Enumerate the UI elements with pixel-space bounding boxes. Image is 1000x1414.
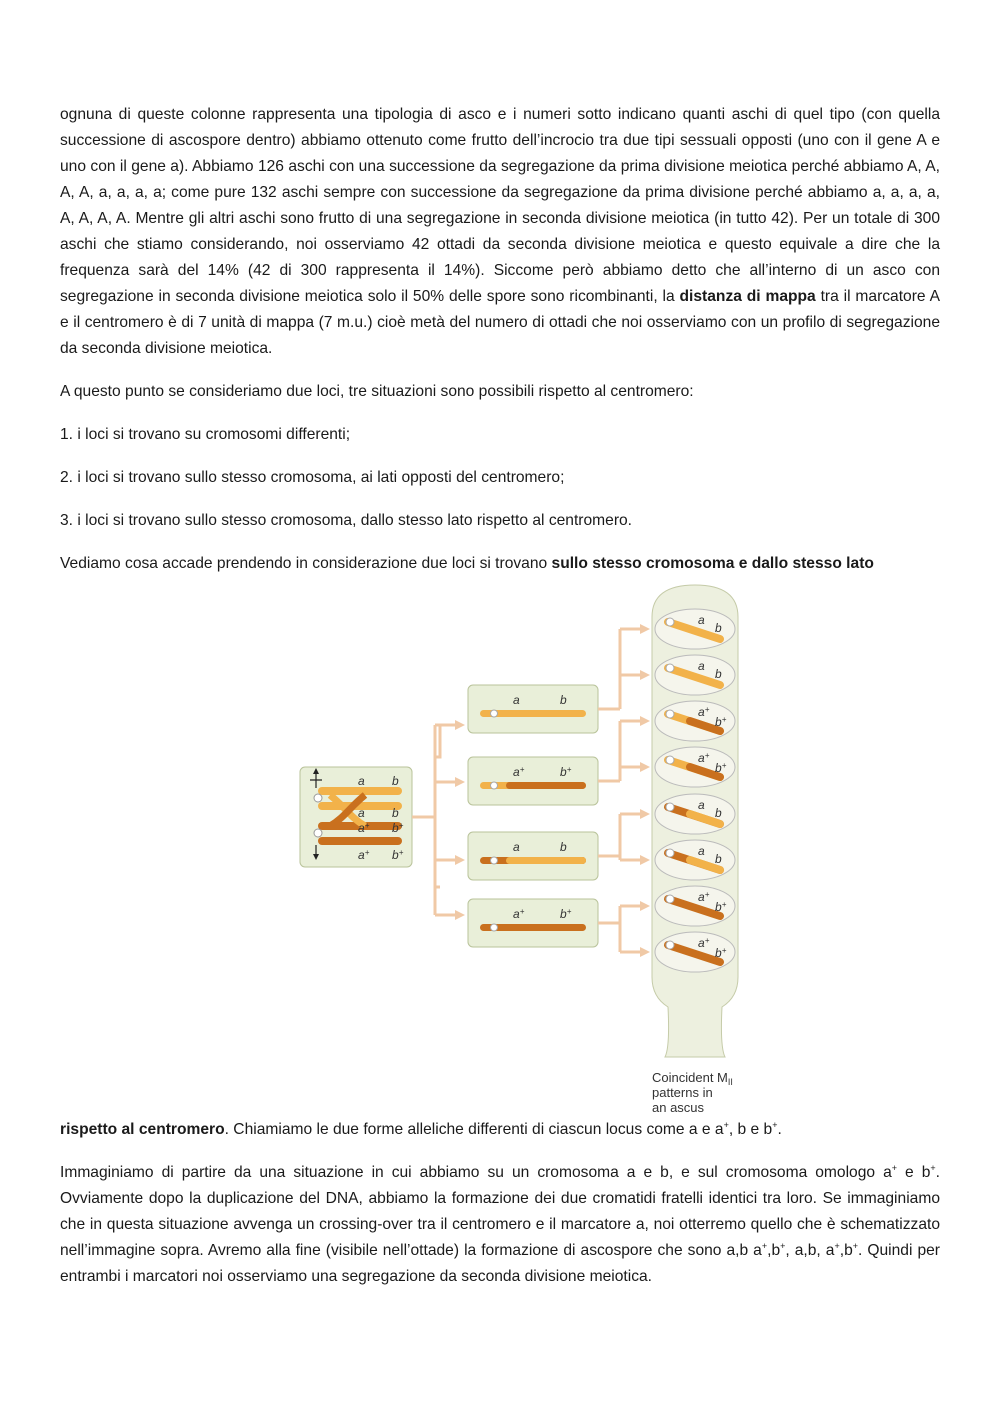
svg-text:a+: a+ (698, 936, 710, 950)
svg-text:b: b (715, 621, 722, 635)
svg-text:a: a (698, 659, 705, 673)
paragraph-1: ognuna di queste colonne rappresenta una tipologia di asco e i numeri sotto indicano quanti aschi di quel tipo (con quella successione di ascospore dentro) abbiamo ottenuto come frutto dell’incrocio tra due tipi sessuali opposti (uno con il gene A e uno con il gene a). Abbiamo 126 aschi con una successione da segregazione da prima divisione meiotica perché abbiamo A, A, A, A, a, a, a, a; come pure 132 aschi sempre con successione da segregazione da prima divisione perché abbiamo a, a, a, a, A, A, A, A. Mentre gli altri aschi sono frutto di una segregazione in seconda divisione meiotica (in tutto 42). Per un totale di 300 aschi che stiamo considerando, noi osserviamo 42 ottadi da seconda divisione meiotica e questo equivale a dire che la frequenza sarà del 14% (42 di 300 rappresenta il 14%). Siccome però abbiamo detto che all’interno di un asco con segregazione in seconda divisione meiotica solo il 50% delle spore sono ricombinanti, la distanza di mappa tra il marcatore A e il centromero è di 7 unità di mappa (7 m.u.) cioè metà del numero di ottadi che noi osserviamo con un profilo di segregazione da seconda divisione meiotica. (60, 106, 940, 357)
svg-text:b+: b+ (715, 946, 727, 960)
paragraph-2: A questo punto se consideriamo due loci, tre situazioni sono possibili rispetto al centromero: (60, 383, 694, 400)
label-a: a (358, 806, 365, 820)
list-item-1: 1. i loci si trovano su cromosomi differenti; (60, 426, 351, 443)
svg-text:a+: a+ (698, 890, 710, 904)
label-b-plus: b+ (392, 821, 404, 835)
ascus (652, 585, 738, 1057)
label-b: b (392, 774, 399, 788)
svg-text:b: b (715, 667, 722, 681)
svg-text:a: a (698, 844, 705, 858)
ascospore-8 (655, 932, 735, 972)
list-item-3: 3. i loci si trovano sullo stesso cromosoma, dallo stesso lato rispetto al centromero. (60, 512, 633, 529)
svg-text:a: a (698, 798, 705, 812)
svg-text:a+: a+ (698, 751, 710, 765)
svg-text:b+: b+ (560, 765, 572, 779)
meiosis-figure (60, 577, 940, 1117)
label-b: b (392, 806, 399, 820)
ascospore-2 (655, 655, 735, 695)
meiosis-diagram (60, 577, 940, 1117)
ascospore-6 (655, 840, 735, 880)
svg-text:b: b (560, 693, 567, 707)
label-b-plus: b+ (392, 848, 404, 862)
label-a: a (358, 774, 365, 788)
ascospore-7 (655, 886, 735, 926)
svg-text:b: b (715, 806, 722, 820)
svg-text:a+: a+ (513, 765, 525, 779)
svg-text:a+: a+ (513, 907, 525, 921)
svg-text:b: b (560, 840, 567, 854)
figure-caption-line-2: patterns in (652, 1085, 713, 1100)
figure-caption-line-1: Coincident $M_{II}$ (652, 1070, 733, 1087)
paragraph-4: rispetto al centromero. Chiamiamo le due forme alleliche differenti di ciascun locus come a e a+, b e b+. (60, 1119, 782, 1138)
ascospore-3 (655, 701, 735, 741)
ascospore-1 (655, 609, 735, 649)
svg-text:b+: b+ (715, 715, 727, 729)
svg-text:a: a (698, 613, 705, 627)
bold-map-distance: distanza di mappa (679, 288, 816, 305)
label-a-plus: a+ (358, 848, 370, 862)
svg-text:a: a (513, 840, 520, 854)
figure-caption-line-3: an ascus (652, 1100, 705, 1115)
paragraph-5: Immaginiamo di partire da una situazione in cui abbiamo su un cromosoma a e b, e sul cromosoma omologo a+ e b+. Ovviamente dopo la duplicazione del DNA, abbiamo la formazione dei due cromatidi fratelli identici tra loro. Se immaginiamo che in questa situazione avvenga un crossing-over tra il centromero e il marcatore a, noi otterremo quello che è schematizzato nell’immagine sopra. Avremo alla fine (visibile nell’ottade) la formazione di ascospore che sono a,b a+,b+, a,b, a+,b+. Quindi per entrambi i marcatori noi osserviamo una segregazione da seconda divisione meiotica. (60, 1162, 941, 1285)
document-page (60, 102, 940, 1290)
ascospore-5 (655, 794, 735, 834)
svg-text:a: a (513, 693, 520, 707)
svg-text:b+: b+ (715, 900, 727, 914)
bold-same-chromosome: sullo stesso cromosoma e dallo stesso lato (551, 555, 874, 572)
ascospore-4 (655, 747, 735, 787)
svg-text:b: b (715, 852, 722, 866)
meiosis-ii-boxes (468, 685, 598, 947)
svg-text:b+: b+ (560, 907, 572, 921)
svg-text:a+: a+ (698, 705, 710, 719)
branch-arrows (412, 725, 455, 915)
list-item-2: 2. i loci si trovano sullo stesso cromosoma, ai lati opposti del centromero; (60, 469, 565, 486)
paragraph-3: Vediamo cosa accade prendendo in considerazione due loci si trovano sullo stesso cromosoma e dallo stesso lato (60, 555, 874, 572)
svg-text:b+: b+ (715, 761, 727, 775)
label-a-plus: a+ (358, 821, 370, 835)
